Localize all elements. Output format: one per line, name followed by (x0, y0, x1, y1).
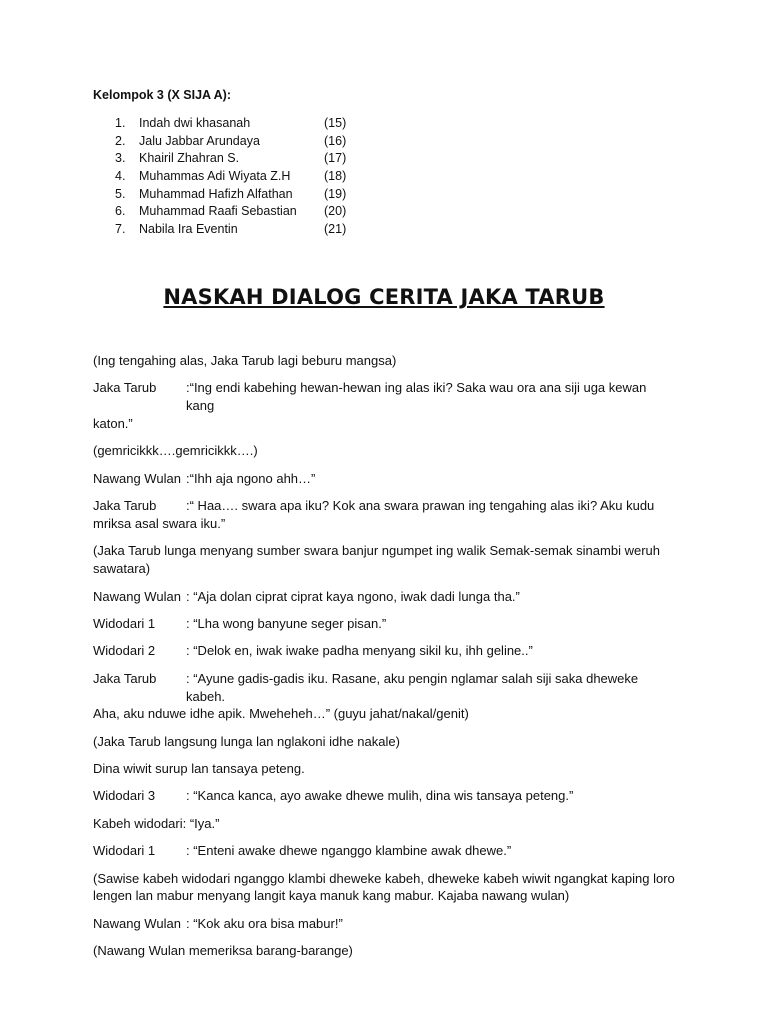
member-name: Muhammas Adi Wiyata Z.H (139, 169, 291, 184)
member-attendance-number: (18) (324, 169, 347, 184)
speaker-name: Jaka Tarub (93, 670, 157, 686)
member-attendance-number: (17) (324, 151, 347, 166)
stage-direction: (Jaka Tarub langsung lunga lan nglakoni idhe nakale) (93, 733, 400, 749)
document-title: NASKAH DIALOG CERITA JAKA TARUB (163, 285, 605, 309)
speaker-name: Jaka Tarub (93, 380, 157, 396)
member-number: 7. (115, 222, 126, 237)
stage-direction-line: lengen lan mabur menyang langit kaya manuk kang mabur. Kajaba nawang wulan) (93, 888, 570, 904)
member-name: Muhammad Hafizh Alfathan (139, 186, 293, 201)
speaker-name: Jaka Tarub (93, 498, 157, 514)
speech-text: : “Enteni awake dhewe nganggo klambine awak dhewe.” (186, 843, 512, 859)
speech-text: : “Kok aku ora bisa mabur!” (186, 915, 343, 931)
speaker-name: Widodari 3 (93, 788, 156, 804)
member-name: Nabila Ira Eventin (139, 222, 238, 237)
stage-direction-line: (Jaka Tarub lunga menyang sumber swara banjur ngumpet ing walik Semak-semak sinambi weruh (93, 543, 660, 559)
stage-direction (93, 870, 678, 906)
speaker-name: Nawang Wulan (93, 588, 181, 604)
dialog-line (93, 588, 678, 606)
speech-text: : “Lha wong banyune seger pisan.” (186, 615, 387, 631)
member-attendance-number: (20) (324, 204, 347, 219)
dialog-line (93, 815, 678, 833)
member-name: Indah dwi khasanah (139, 116, 251, 130)
list-item (115, 115, 346, 133)
member-number: 4. (115, 169, 126, 184)
member-list (115, 115, 346, 239)
dialog-line (93, 642, 678, 660)
member-attendance-number: (19) (324, 186, 347, 201)
member-number: 1. (115, 116, 126, 130)
stage-direction: (gemricikkk….gemricikkk….) (93, 443, 258, 459)
member-name: Jalu Jabbar Arundaya (139, 133, 260, 148)
member-name: Khairil Zhahran S. (139, 151, 240, 166)
member-attendance-number: (16) (324, 133, 347, 148)
member-name: Muhammad Raafi Sebastian (139, 204, 297, 219)
member-number: 5. (115, 186, 126, 201)
speech-continuation: Aha, aku nduwe idhe apik. Mweheheh…” (guyu jahat/nakal/genit) (93, 706, 469, 722)
speaker-name: Nawang Wulan (93, 470, 181, 486)
stage-direction-line: (Sawise kabeh widodari nganggo klambi dheweke kabeh, dheweke kabeh wiwit ngangkat kaping loro (93, 870, 675, 886)
speech-text: : “Kanca kanca, ayo awake dhewe mulih, dina wis tansaya peteng.” (186, 788, 574, 804)
dialog-line (93, 615, 678, 633)
list-item (115, 203, 346, 221)
dialog-line (93, 915, 678, 933)
dialog-line (93, 470, 678, 488)
member-number: 6. (115, 204, 126, 219)
speaker-name: Widodari 2 (93, 643, 156, 659)
stage-direction-line: sawatara) (93, 561, 151, 577)
stage-direction: (Ing tengahing alas, Jaka Tarub lagi beburu mangsa) (93, 353, 397, 368)
speech-continuation: katon.” (93, 415, 133, 431)
group-title: Kelompok 3 (X SIJA A): (93, 88, 231, 102)
dialog-line (93, 497, 678, 533)
speaker-name: Nawang Wulan (93, 915, 181, 931)
list-item (115, 186, 346, 204)
speech-text: :“Ing endi kabehing hewan-hewan ing alas iki? Saka wau ora ana siji uga kewan kang (186, 380, 647, 414)
speech-text: : “Ayune gadis-gadis iku. Rasane, aku pengin nglamar salah siji saka dheweke kabeh. (186, 670, 639, 704)
dialog-line (93, 842, 678, 860)
list-item (115, 133, 346, 151)
stage-direction: (Nawang Wulan memeriksa barang-barange) (93, 943, 353, 959)
speech-text: : “Iya.” (182, 815, 220, 831)
member-number: 3. (115, 151, 126, 166)
dialog-line (93, 379, 678, 432)
list-item (115, 150, 346, 168)
list-item (115, 221, 346, 239)
speaker-name: Widodari 1 (93, 843, 156, 859)
speech-continuation: mriksa asal swara iku.” (93, 515, 226, 531)
speaker-name: Widodari 1 (93, 615, 156, 631)
dialog-line (93, 787, 678, 805)
stage-direction (93, 542, 678, 578)
speech-text: :“ Haa…. swara apa iku? Kok ana swara prawan ing tengahing alas iki? Aku kudu (186, 498, 655, 514)
speech-text: : “Aja dolan ciprat ciprat kaya ngono, iwak dadi lunga tha.” (186, 588, 520, 604)
speech-text: : “Delok en, iwak iwake padha menyang sikil ku, ihh geline..” (186, 643, 533, 659)
speech-text: :“Ihh aja ngono ahh…” (186, 470, 316, 486)
narration: Dina wiwit surup lan tansaya peteng. (93, 761, 305, 777)
list-item (115, 168, 346, 186)
dialog-line (93, 670, 678, 723)
speaker-name: Kabeh widodari (93, 815, 183, 831)
dialog-script (93, 352, 678, 970)
member-attendance-number: (21) (324, 222, 347, 237)
member-attendance-number: (15) (324, 116, 347, 130)
member-number: 2. (115, 133, 126, 148)
